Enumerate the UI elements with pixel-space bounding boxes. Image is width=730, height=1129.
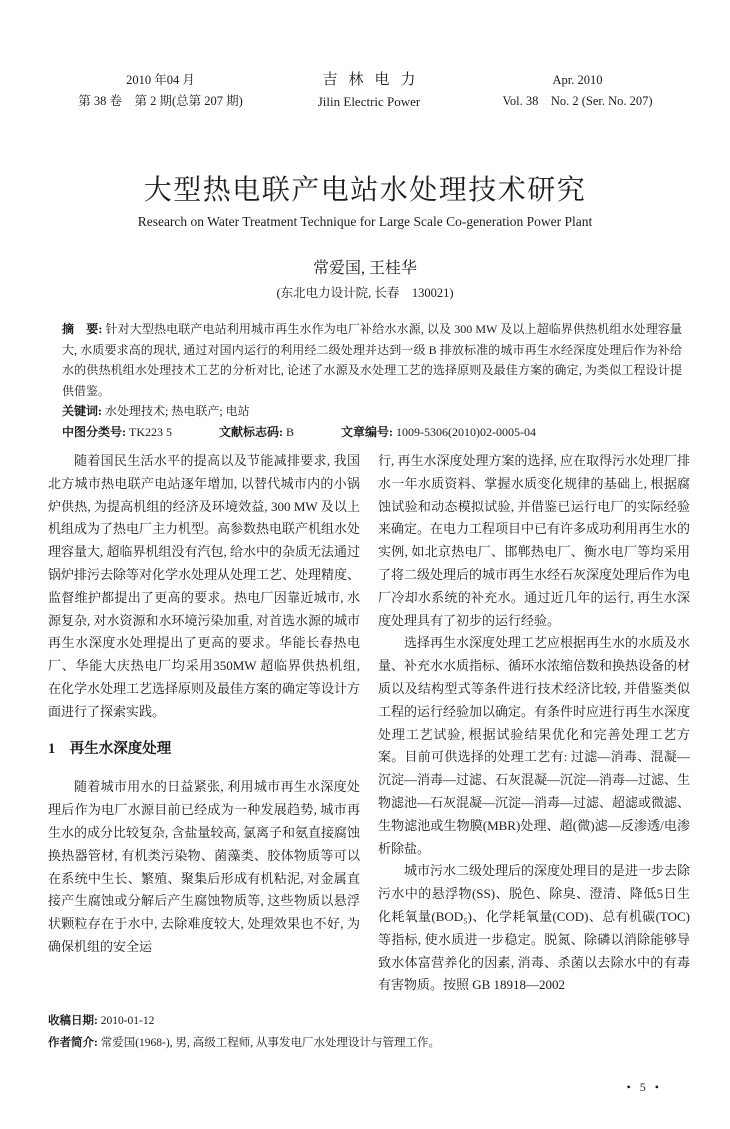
abstract <box>62 319 682 401</box>
author-bio-line <box>48 1033 690 1055</box>
clc-value: TK223 5 <box>129 424 172 439</box>
body-paragraph: 随着国民生活水平的提高以及节能减排要求, 我国北方城市热电联产电站逐年增加, 以替代城市内的小锅炉供热, 为提高机组的经济及环境效益, 300 MW 及以上机组成为了热电厂主力机型。高参数热电联产机组水处理容量大, 超临界机组没有汽包, 给水中的杂质无法通过锅炉排污去除等对化学水处理从处理工艺、处理精度、监督维护都提出了更高的要求。热电厂因靠近城市, 水源复杂, 对水资源和水环境污染加重, 对首选水源的城市再生水深度水处理提出了更高的要求。华能长春热电厂、华能大庆热电厂均采用350MW 超临界供热机组, 在化学水处理工艺选择原则及最佳方案的确定等设计方面进行了探索实践。 <box>48 453 361 719</box>
body-columns <box>48 450 690 1010</box>
issue-info-en <box>465 70 690 112</box>
abstract-text: 针对大型热电联产电站利用城市再生水作为电厂补给水水源, 以及 300 MW 及以上超临界供热机组水处理容量大, 水质要求高的现状, 通过对国内运行的利用经二级处理并达到一级 B 排放标准的城市再生水经深度处理后作为补给水的供热机组水处理技术工艺的分析对比, 论述了水源及水处理工艺的选择原则及最佳方案的确定, 为类似工程设计提供借鉴。 <box>62 322 682 398</box>
received-date-label: 收稿日期: <box>48 1015 98 1027</box>
document-code-label: 文献标志码: <box>219 424 283 439</box>
section-1-heading: 1 再生水深度处理 <box>48 740 172 757</box>
right-column <box>378 450 690 1010</box>
clc-number <box>62 422 172 443</box>
article-meta <box>62 319 682 442</box>
clc-label: 中图分类号: <box>62 424 126 439</box>
body-paragraph: 城市污水二级处理后的深度处理目的是进一步去除污水中的悬浮物(SS)、脱色、除臭、澄清、降低5日生化耗氧量(BOD₅)、化学耗氧量(COD)、总有机碳(TOC)等指标, 使水质进一步稳定。脱氮、除磷以消除能够导致水体富营养化的因素, 消毒、杀菌以去除水中的有毒有害物质。按照 GB 18918—2002 <box>378 863 691 993</box>
page-number: • 5 • <box>626 1080 662 1094</box>
received-date-value: 2010-01-12 <box>100 1015 155 1027</box>
document-code-value: B <box>286 424 295 439</box>
article-title-en: Research on Water Treatment Technique for Large Scale Co-generation Power Plant <box>137 214 593 229</box>
issue-volume-zh: 第 38 卷 第 2 期(总第 207 期) <box>78 94 243 108</box>
journal-header <box>48 70 690 112</box>
body-paragraph: 随着城市用水的日益紧张, 利用城市再生水深度处理后作为电厂水源目前已经成为一种发展趋势, 城市再生水的成分比较复杂, 含盐量较高, 氯离子和氨直接腐蚀换热器管材, 有机类污染物、菌藻类、胶体物质等可以在系统中生长、繁殖、聚集后形成有机粘泥, 对金属直接产生腐蚀或分解后产生腐蚀物质等, 这些物质以悬浮状颗粒存在于水中, 去除难度较大, 处理效果也不好, 为确保机组的安全运 <box>48 779 361 954</box>
body-paragraph: 选择再生水深度处理工艺应根据再生水的水质及水量、补充水水质指标、循环水浓缩倍数和换热设备的材质以及结构型式等条件进行技术经济比较, 并借鉴类似工程的运行经验加以确定。有条件时应进行再生水深度处理工艺试验, 根据试验结果优化和完善处理工艺方案。目前可供选择的处理工艺有: 过滤—消毒、混凝—沉淀—消毒—过滤、石灰混凝—沉淀—消毒—过滤、生物滤池—石灰混凝—沉淀—消毒—过滤、超滤或微滤、生物滤池或生物膜(MBR)处理、超(微)滤—反渗透/电渗析除盐。 <box>378 635 691 856</box>
article-id-label: 文章编号: <box>341 424 394 439</box>
abstract-label: 摘 要: <box>62 322 103 336</box>
issue-date-zh: 2010 年04 月 <box>126 73 195 87</box>
footnote <box>48 1011 690 1054</box>
classification-row <box>62 422 682 443</box>
keywords <box>62 401 682 422</box>
author-bio-label: 作者简介: <box>48 1036 98 1049</box>
journal-name <box>273 70 465 112</box>
author-affiliation: (东北电力设计院, 长春 130021) <box>276 286 454 300</box>
keywords-label: 关键词: <box>62 404 102 418</box>
received-date-line <box>48 1011 690 1033</box>
document-code <box>219 422 294 443</box>
body-paragraph: 行, 再生水深度处理方案的选择, 应在取得污水处理厂排水一年水质资料、掌握水质变化规律的基础上, 根据腐蚀试验和动态模拟试验, 并借鉴已运行电厂的实际经验来确定。在电力工程项目中已有许多成功利用再生水的实例, 如北京热电厂、邯郸热电厂、衡水电厂等均采用了将二级处理后的城市再生水经石灰深度处理后作为电厂冷却水系统的补充水。通过近几年的运行, 再生水深度处理具有了初步的运行经验。 <box>378 453 691 628</box>
keywords-text: 水处理技术; 热电联产; 电站 <box>105 404 250 418</box>
journal-name-en: Jilin Electric Power <box>317 94 421 109</box>
author-names: 常爱国, 王桂华 <box>312 260 417 277</box>
journal-name-zh: 吉林电力 <box>322 72 427 88</box>
author-bio-value: 常爱国(1968-), 男, 高级工程师, 从事发电厂水处理设计与管理工作。 <box>100 1036 440 1049</box>
issue-info-zh <box>48 70 273 112</box>
issue-date-en: Apr. 2010 <box>552 73 603 87</box>
article-id-value: 1009-5306(2010)02-0005-04 <box>396 424 536 439</box>
article-id <box>341 422 536 443</box>
issue-volume-en: Vol. 38 No. 2 (Ser. No. 207) <box>502 94 653 108</box>
left-column <box>48 450 360 1010</box>
article-title-zh: 大型热电联产电站水处理技术研究 <box>143 175 587 206</box>
